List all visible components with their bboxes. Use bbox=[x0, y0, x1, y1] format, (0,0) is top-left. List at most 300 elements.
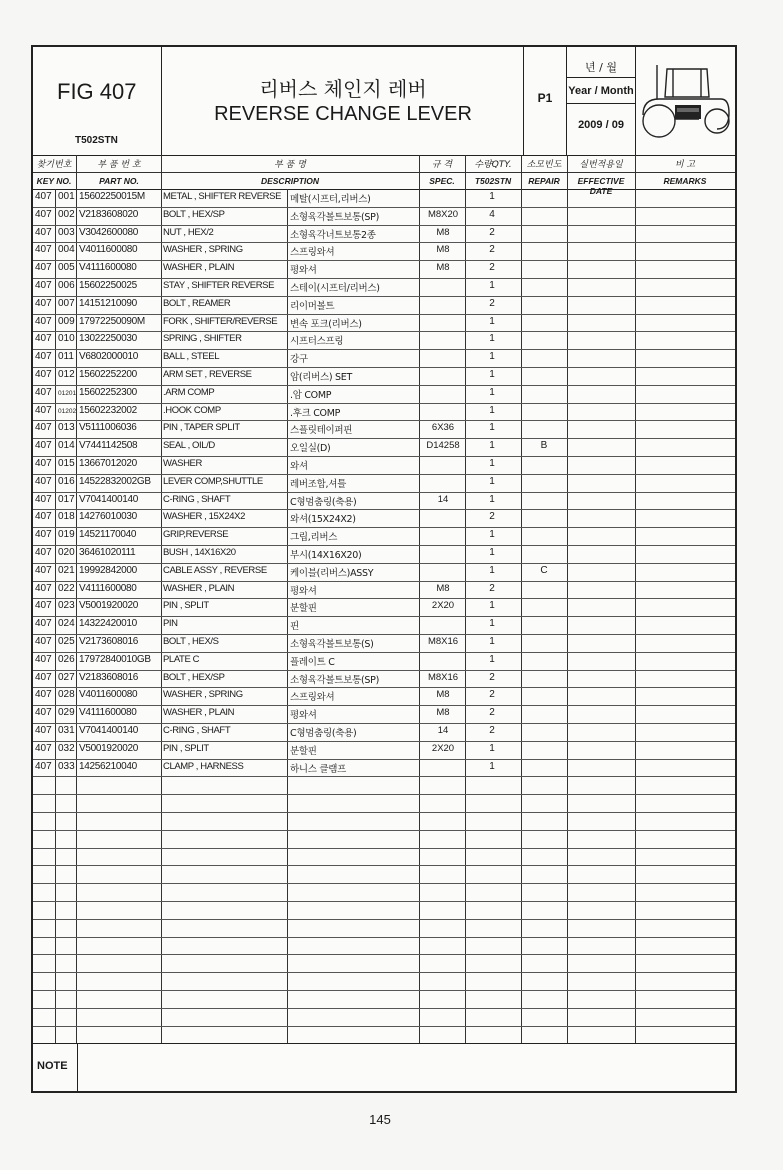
part-no: 15602252200 bbox=[79, 369, 137, 380]
description-ko: 와셔 bbox=[290, 461, 308, 472]
repair-code: B bbox=[540, 440, 548, 452]
figure-number: FIG 407 bbox=[57, 79, 137, 104]
sub-no: 004 bbox=[58, 244, 75, 256]
key-no: 407 bbox=[35, 297, 52, 309]
key-no: 407 bbox=[35, 742, 52, 754]
empty-row bbox=[33, 865, 735, 884]
description-en: WASHER , 15X24X2 bbox=[163, 511, 245, 523]
sub-no: 031 bbox=[58, 725, 75, 736]
divider bbox=[77, 1044, 78, 1092]
year-month-label-en: Year / Month bbox=[568, 85, 634, 97]
quantity: 1 bbox=[489, 280, 495, 291]
key-no: 407 bbox=[35, 707, 52, 719]
description-ko: 메탈(시프터,리버스) bbox=[290, 194, 371, 205]
key-no: 407 bbox=[35, 564, 52, 576]
spec: M8X16 bbox=[427, 636, 459, 647]
col-eff-ko: 실번적용일 bbox=[579, 160, 623, 170]
description-en: PLATE C bbox=[163, 653, 200, 665]
part-no: 14522832002GB bbox=[79, 475, 151, 487]
col-qty-ko: 수량QTY. bbox=[474, 160, 512, 170]
description-en: WASHER , SPRING bbox=[163, 244, 243, 256]
description-ko: 플레이트 C bbox=[290, 656, 335, 668]
sub-no: 028 bbox=[58, 689, 75, 701]
table-row bbox=[33, 349, 735, 368]
description-en: PIN , TAPER SPLIT bbox=[163, 422, 240, 434]
quantity: 1 bbox=[489, 404, 495, 416]
quantity: 2 bbox=[489, 297, 495, 309]
empty-row bbox=[33, 812, 735, 831]
spec: 2X20 bbox=[431, 600, 455, 612]
key-no: 407 bbox=[35, 440, 52, 452]
table-row bbox=[33, 207, 735, 226]
sub-no: 021 bbox=[58, 564, 75, 576]
sub-no: 024 bbox=[58, 618, 75, 630]
sub-no: 018 bbox=[58, 511, 75, 523]
description-ko: .후크 COMP bbox=[290, 407, 341, 419]
quantity: 1 bbox=[489, 333, 495, 345]
description-ko: 그립,리버스 bbox=[290, 532, 338, 544]
table-row bbox=[33, 314, 735, 333]
page-code: P1 bbox=[537, 91, 553, 105]
part-no: 13667012020 bbox=[79, 458, 137, 469]
empty-row bbox=[33, 901, 735, 920]
spec: M8 bbox=[436, 262, 450, 274]
description-ko: 케이블(리버스)ASSY bbox=[290, 567, 374, 579]
empty-row bbox=[33, 848, 735, 867]
table-row bbox=[33, 456, 735, 475]
table-row bbox=[33, 403, 735, 422]
table-row bbox=[33, 492, 735, 511]
quantity: 1 bbox=[489, 191, 495, 202]
quantity: 1 bbox=[489, 742, 495, 754]
part-no: V6802000010 bbox=[79, 351, 138, 363]
description-ko: 평와셔 bbox=[290, 585, 317, 597]
part-no: V7041400140 bbox=[79, 493, 138, 505]
key-no: 407 bbox=[35, 582, 52, 594]
table-row bbox=[33, 242, 735, 261]
part-no: 14521170040 bbox=[79, 529, 137, 541]
part-no: V2173608016 bbox=[79, 636, 138, 647]
table-row bbox=[33, 474, 735, 493]
col-part-en: PART NO. bbox=[99, 176, 139, 186]
key-no: 407 bbox=[35, 244, 52, 256]
table-row bbox=[33, 367, 735, 386]
spec: M8 bbox=[436, 689, 450, 701]
description-en: PIN , SPLIT bbox=[163, 600, 209, 612]
description-ko: .암 COMP bbox=[290, 389, 332, 401]
sub-no: 029 bbox=[58, 707, 75, 719]
table-row bbox=[33, 225, 735, 244]
description-en: BOLT , HEX/SP bbox=[163, 671, 225, 683]
quantity: 1 bbox=[489, 475, 495, 487]
description-ko: 암(리버스) SET bbox=[290, 372, 352, 383]
quantity: 1 bbox=[489, 564, 495, 576]
col-desc-ko: 부 품 명 bbox=[274, 160, 306, 170]
quantity: 1 bbox=[489, 636, 495, 647]
quantity: 1 bbox=[489, 760, 495, 772]
description-en: ARM SET , REVERSE bbox=[163, 369, 252, 380]
spec: M8X20 bbox=[427, 208, 459, 220]
key-no: 407 bbox=[35, 636, 52, 647]
divider bbox=[161, 47, 162, 155]
quantity: 1 bbox=[489, 653, 495, 665]
table-row bbox=[33, 331, 735, 350]
description-ko: 하니스 클램프 bbox=[290, 763, 346, 775]
part-no: 13022250030 bbox=[79, 333, 137, 345]
quantity: 2 bbox=[489, 511, 495, 523]
description-ko: 스테이(시프터/리버스) bbox=[290, 283, 380, 294]
description-en: .HOOK COMP bbox=[163, 404, 221, 416]
quantity: 1 bbox=[489, 618, 495, 630]
quantity: 1 bbox=[489, 422, 495, 434]
table-row bbox=[33, 723, 735, 742]
part-no: V2183608016 bbox=[79, 671, 138, 683]
part-no: 17972250090M bbox=[79, 315, 145, 327]
description-en: BUSH , 14X16X20 bbox=[163, 547, 236, 558]
description-ko: 핀 bbox=[290, 621, 299, 633]
part-no: V5001920020 bbox=[79, 742, 138, 754]
key-no: 407 bbox=[35, 725, 52, 736]
sub-no: 01201 bbox=[58, 389, 76, 397]
empty-row bbox=[33, 972, 735, 991]
spec: M8 bbox=[436, 582, 450, 594]
table-row bbox=[33, 278, 735, 297]
description-en: WASHER , PLAIN bbox=[163, 262, 235, 274]
key-no: 407 bbox=[35, 618, 52, 630]
sub-no: 005 bbox=[58, 262, 75, 274]
key-no: 407 bbox=[35, 671, 52, 683]
description-en: WASHER , PLAIN bbox=[163, 582, 235, 594]
sub-no: 01202 bbox=[58, 407, 76, 415]
sub-no: 027 bbox=[58, 671, 75, 683]
description-en: LEVER COMP,SHUTTLE bbox=[163, 475, 263, 487]
part-no: 14256210040 bbox=[79, 760, 137, 772]
sub-no: 011 bbox=[58, 351, 74, 363]
year-month-label-ko: 년 / 월 bbox=[585, 61, 617, 74]
description-ko: 시프터스프링 bbox=[290, 336, 344, 348]
key-no: 407 bbox=[35, 191, 52, 202]
empty-row bbox=[33, 776, 735, 795]
sub-no: 010 bbox=[58, 333, 75, 345]
empty-row bbox=[33, 883, 735, 902]
key-no: 407 bbox=[35, 208, 52, 220]
table-row bbox=[33, 687, 735, 706]
key-no: 407 bbox=[35, 475, 52, 487]
table-row bbox=[33, 634, 735, 653]
table-row bbox=[33, 189, 735, 208]
description-en: CLAMP , HARNESS bbox=[163, 760, 244, 772]
description-ko: 강구 bbox=[290, 354, 308, 366]
table-row bbox=[33, 438, 735, 457]
quantity: 2 bbox=[489, 707, 495, 719]
sheet-header bbox=[33, 47, 735, 156]
spec: 2X20 bbox=[431, 742, 455, 754]
description-en: METAL , SHIFTER REVERSE bbox=[163, 191, 282, 202]
table-row bbox=[33, 652, 735, 671]
year-month-value: 2009 / 09 bbox=[578, 119, 624, 131]
part-no: V2183608020 bbox=[79, 208, 138, 220]
part-no: V4011600080 bbox=[79, 689, 138, 701]
key-no: 407 bbox=[35, 369, 52, 380]
note-label: NOTE bbox=[37, 1060, 68, 1072]
key-no: 407 bbox=[35, 760, 52, 772]
table-row bbox=[33, 759, 735, 778]
key-no: 407 bbox=[35, 422, 52, 434]
part-no: 15602232002 bbox=[79, 404, 137, 416]
sub-no: 032 bbox=[58, 742, 75, 754]
description-en: C-RING , SHAFT bbox=[163, 725, 231, 736]
page-number: 145 bbox=[369, 1112, 391, 1127]
part-no: V4011600080 bbox=[79, 244, 138, 256]
part-no: 14276010030 bbox=[79, 511, 137, 523]
description-en: PIN bbox=[163, 618, 178, 630]
quantity: 2 bbox=[489, 244, 495, 256]
description-ko: 소형육각볼트보통(S) bbox=[290, 639, 374, 650]
description-en: SPRING , SHIFTER bbox=[163, 333, 242, 345]
col-part-ko: 부 품 번 호 bbox=[97, 160, 141, 170]
sub-no: 003 bbox=[58, 226, 75, 238]
sub-no: 017 bbox=[58, 493, 75, 505]
part-no: V5111006036 bbox=[79, 422, 137, 434]
divider bbox=[567, 77, 635, 78]
spec: M8X16 bbox=[427, 671, 459, 683]
spec: M8 bbox=[436, 244, 450, 256]
model-name: T502STN bbox=[75, 135, 118, 146]
table-row bbox=[33, 420, 735, 439]
description-en: FORK , SHIFTER/REVERSE bbox=[163, 315, 278, 327]
quantity: 1 bbox=[489, 600, 495, 612]
description-en: WASHER , PLAIN bbox=[163, 707, 235, 719]
quantity: 2 bbox=[489, 671, 495, 683]
part-no: V4111600080 bbox=[79, 262, 137, 274]
col-remarks-ko: 비 고 bbox=[674, 160, 696, 170]
description-ko: 레버조합,셔틀 bbox=[290, 478, 346, 490]
key-no: 407 bbox=[35, 493, 52, 505]
sub-no: 007 bbox=[58, 297, 75, 309]
description-ko: 평와셔 bbox=[290, 265, 317, 277]
quantity: 1 bbox=[489, 493, 495, 505]
quantity: 2 bbox=[489, 689, 495, 701]
parts-sheet bbox=[31, 45, 737, 1093]
description-ko: 부시(14X16X20) bbox=[290, 550, 362, 561]
key-no: 407 bbox=[35, 529, 52, 541]
description-ko: 소형육각너트보통2종 bbox=[290, 229, 376, 241]
col-spec-ko: 규 격 bbox=[431, 160, 453, 170]
divider bbox=[567, 103, 635, 104]
quantity: 2 bbox=[489, 582, 495, 594]
quantity: 1 bbox=[489, 369, 495, 380]
repair-code: C bbox=[540, 564, 548, 576]
key-no: 407 bbox=[35, 351, 52, 363]
col-repair-ko: 소모빈도 bbox=[526, 160, 562, 170]
spec: 14 bbox=[437, 493, 449, 505]
table-row bbox=[33, 598, 735, 617]
quantity: 4 bbox=[489, 208, 495, 220]
table-row bbox=[33, 385, 735, 404]
table-row bbox=[33, 581, 735, 600]
description-ko: 소형육각볼트보통(SP) bbox=[290, 674, 379, 686]
sub-no: 013 bbox=[58, 422, 75, 434]
empty-row bbox=[33, 794, 735, 813]
empty-row bbox=[33, 1008, 735, 1027]
part-no: V4111600080 bbox=[79, 707, 137, 719]
empty-row bbox=[33, 830, 735, 849]
col-eff-en: EFFECTIVE DATE bbox=[577, 176, 625, 196]
table-row bbox=[33, 705, 735, 724]
table-row bbox=[33, 563, 735, 582]
part-no: V7441142508 bbox=[79, 440, 138, 452]
key-no: 407 bbox=[35, 689, 52, 701]
description-ko: 소형육각볼트보통(SP) bbox=[290, 211, 379, 223]
tractor-icon bbox=[637, 57, 733, 143]
part-no: V7041400140 bbox=[79, 725, 138, 736]
description-en: SEAL , OIL/D bbox=[163, 440, 215, 452]
title-english: REVERSE CHANGE LEVER bbox=[214, 103, 472, 125]
table-row bbox=[33, 296, 735, 315]
title-korean: 리버스 체인지 레버 bbox=[259, 77, 427, 101]
description-en: BOLT , HEX/S bbox=[163, 636, 219, 647]
key-no: 407 bbox=[35, 653, 52, 665]
sub-no: 020 bbox=[58, 547, 75, 558]
part-no: 15602250015M bbox=[79, 191, 145, 202]
sub-no: 014 bbox=[58, 440, 75, 452]
spec: M8 bbox=[436, 707, 450, 719]
empty-row bbox=[33, 1026, 735, 1045]
empty-row bbox=[33, 990, 735, 1009]
description-en: GRIP,REVERSE bbox=[163, 529, 229, 541]
description-ko: 스플릿테이퍼핀 bbox=[290, 425, 353, 437]
part-no: 36461020111 bbox=[79, 547, 136, 558]
description-ko: 평와셔 bbox=[290, 710, 317, 722]
sub-no: 023 bbox=[58, 600, 75, 612]
description-ko: C형멈춤링(축용) bbox=[290, 496, 357, 508]
description-en: NUT , HEX/2 bbox=[163, 226, 214, 238]
quantity: 1 bbox=[489, 351, 495, 363]
part-no: 17972840010GB bbox=[79, 653, 151, 665]
sub-no: 019 bbox=[58, 529, 75, 541]
description-ko: 스프링와셔 bbox=[290, 692, 335, 704]
sub-no: 026 bbox=[58, 653, 75, 665]
table-row bbox=[33, 741, 735, 760]
col-key-en: KEY NO. bbox=[36, 176, 72, 186]
description-en: WASHER , SPRING bbox=[163, 689, 243, 701]
spec: 14 bbox=[437, 725, 449, 736]
key-no: 407 bbox=[35, 600, 52, 612]
col-repair-en: REPAIR bbox=[528, 176, 560, 186]
part-no: V4111600080 bbox=[79, 582, 137, 594]
divider bbox=[635, 47, 636, 155]
sub-no: 002 bbox=[58, 208, 75, 220]
part-no: V3042600080 bbox=[79, 226, 138, 238]
col-key-ko: 찾기번호 bbox=[36, 160, 72, 170]
description-en: .ARM COMP bbox=[163, 386, 215, 398]
empty-row bbox=[33, 937, 735, 956]
part-no: 14151210090 bbox=[79, 297, 137, 309]
key-no: 407 bbox=[35, 511, 52, 523]
description-ko: 리이머볼트 bbox=[290, 300, 335, 312]
quantity: 2 bbox=[489, 725, 495, 736]
key-no: 407 bbox=[35, 458, 52, 469]
description-ko: 변속 포크(리버스) bbox=[290, 318, 362, 330]
key-no: 407 bbox=[35, 262, 52, 274]
quantity: 2 bbox=[489, 226, 495, 238]
col-remarks-en: REMARKS bbox=[663, 176, 707, 186]
table-row bbox=[33, 616, 735, 635]
sub-no: 015 bbox=[58, 458, 75, 469]
quantity: 1 bbox=[489, 386, 495, 398]
spec: 6X36 bbox=[431, 422, 455, 434]
description-en: C-RING , SHAFT bbox=[163, 493, 231, 505]
description-en: CABLE ASSY , REVERSE bbox=[163, 564, 267, 576]
part-no: V5001920020 bbox=[79, 600, 138, 612]
description-ko: 와셔(15X24X2) bbox=[290, 514, 356, 526]
quantity: 2 bbox=[489, 262, 495, 274]
empty-row bbox=[33, 954, 735, 973]
sub-no: 012 bbox=[58, 369, 75, 380]
note-section bbox=[33, 1043, 735, 1092]
table-row bbox=[33, 670, 735, 689]
key-no: 407 bbox=[35, 226, 52, 238]
key-no: 407 bbox=[35, 280, 52, 291]
column-header bbox=[33, 155, 735, 196]
part-no: 15602252300 bbox=[79, 386, 137, 398]
col-spec-en: SPEC. bbox=[429, 176, 455, 186]
quantity: 1 bbox=[489, 440, 495, 452]
sub-no: 009 bbox=[58, 315, 75, 327]
description-ko: 스프링와셔 bbox=[290, 247, 335, 259]
description-en: STAY , SHIFTER REVERSE bbox=[163, 280, 275, 291]
description-ko: 분할핀 bbox=[290, 745, 317, 757]
key-no: 407 bbox=[35, 386, 52, 398]
part-no: 14322420010 bbox=[79, 618, 137, 630]
table-row bbox=[33, 545, 735, 564]
quantity: 1 bbox=[489, 315, 495, 327]
description-ko: 분할핀 bbox=[290, 603, 317, 615]
sub-no: 022 bbox=[58, 582, 75, 594]
description-ko: C형멈춤링(축용) bbox=[290, 728, 357, 739]
description-en: WASHER bbox=[163, 458, 202, 469]
description-en: BOLT , HEX/SP bbox=[163, 208, 225, 220]
description-en: PIN , SPLIT bbox=[163, 742, 209, 754]
description-ko: 오일실(D) bbox=[290, 443, 331, 455]
table-row bbox=[33, 260, 735, 279]
sub-no: 025 bbox=[58, 636, 75, 647]
col-qty-en: T502STN bbox=[474, 176, 512, 186]
key-no: 407 bbox=[35, 315, 52, 327]
table-row bbox=[33, 509, 735, 528]
part-no: 15602250025 bbox=[79, 280, 137, 291]
table-row bbox=[33, 527, 735, 546]
description-en: BALL , STEEL bbox=[163, 351, 220, 363]
key-no: 407 bbox=[35, 547, 52, 558]
sub-no: 006 bbox=[58, 280, 75, 291]
spec: M8 bbox=[436, 226, 450, 238]
quantity: 1 bbox=[489, 529, 495, 541]
sub-no: 016 bbox=[58, 475, 75, 487]
key-no: 407 bbox=[35, 333, 52, 345]
sub-no: 001 bbox=[58, 191, 75, 202]
part-no: 19992842000 bbox=[79, 564, 137, 576]
parts-table-body bbox=[33, 189, 735, 1043]
col-desc-en: DESCRIPTION bbox=[260, 176, 320, 186]
empty-row bbox=[33, 919, 735, 938]
quantity: 1 bbox=[489, 547, 495, 558]
spec: D14258 bbox=[426, 440, 460, 452]
sub-no: 033 bbox=[58, 760, 75, 772]
key-no: 407 bbox=[35, 404, 52, 416]
description-en: BOLT , REAMER bbox=[163, 297, 231, 309]
quantity: 1 bbox=[489, 458, 495, 469]
